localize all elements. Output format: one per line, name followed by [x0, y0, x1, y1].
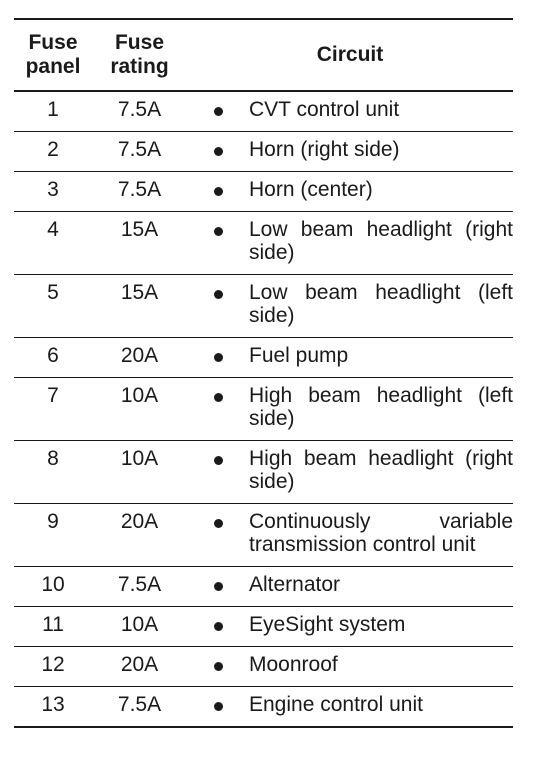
fuse-table-container: [14, 18, 513, 728]
table-row: [14, 378, 513, 441]
table-row: [14, 647, 513, 687]
table-row: [14, 132, 513, 172]
fuse-rating: 15A: [120, 218, 159, 241]
circuit-description: Horn (right side): [249, 138, 400, 161]
bullet-icon: [214, 393, 223, 402]
bullet-icon: [214, 456, 223, 465]
fuse-rating: 10A: [120, 384, 159, 407]
table-row: [14, 338, 513, 378]
circuit-description: Low beam headlight (right side): [249, 218, 514, 264]
bullet-icon: [214, 107, 223, 116]
circuit-description: Alternator: [249, 573, 341, 596]
fuse-panel-number: 5: [47, 281, 59, 304]
bullet-cell: [187, 607, 249, 647]
fuse-panel-number: 10: [41, 573, 65, 596]
circuit-description: High beam headlight (left side): [249, 384, 514, 430]
table-header-row: [14, 19, 513, 91]
fuse-panel-number: 7: [47, 384, 59, 407]
bullet-icon: [214, 227, 223, 236]
table-row: [14, 504, 513, 567]
circuit-description: Fuel pump: [249, 344, 349, 367]
fuse-rating: 7.5A: [117, 98, 162, 121]
fuse-panel-number: 1: [47, 98, 59, 121]
bullet-cell: [187, 378, 249, 441]
table-row: [14, 91, 513, 132]
table-row: [14, 567, 513, 607]
circuit-description: Horn (center): [249, 178, 373, 201]
bullet-cell: [187, 338, 249, 378]
bullet-cell: [187, 132, 249, 172]
circuit-description: High beam headlight (right side): [249, 447, 514, 493]
fuse-panel-number: 9: [47, 510, 59, 533]
bullet-cell: [187, 441, 249, 504]
fuse-panel-number: 11: [42, 613, 64, 636]
fuse-panel-number: 13: [41, 693, 65, 716]
bullet-icon: [214, 519, 223, 528]
header-fuse-rating: Fuse rating: [110, 31, 169, 78]
table-row: [14, 212, 513, 275]
circuit-description: Moonroof: [249, 653, 338, 676]
circuit-description: CVT control unit: [249, 98, 400, 121]
bullet-cell: [187, 687, 249, 728]
bullet-cell: [187, 212, 249, 275]
bullet-icon: [214, 353, 223, 362]
fuse-rating: 10A: [120, 447, 159, 470]
circuit-description: Engine control unit: [249, 693, 423, 716]
fuse-table: [14, 18, 513, 728]
table-row: [14, 441, 513, 504]
fuse-rating: 20A: [120, 510, 159, 533]
table-row: [14, 687, 513, 728]
header-fuse-panel: Fuse panel: [25, 31, 81, 78]
bullet-cell: [187, 504, 249, 567]
bullet-icon: [214, 622, 223, 631]
fuse-rating: 20A: [120, 653, 159, 676]
bullet-cell: [187, 172, 249, 212]
circuit-description: EyeSight system: [249, 613, 406, 636]
bullet-icon: [214, 662, 223, 671]
table-row: [14, 172, 513, 212]
circuit-description: Continuously variable transmission control unit: [249, 510, 514, 556]
bullet-cell: [187, 91, 249, 132]
fuse-rating: 7.5A: [117, 573, 162, 596]
bullet-icon: [214, 702, 223, 711]
fuse-panel-number: 3: [47, 178, 59, 201]
bullet-cell: [187, 275, 249, 338]
bullet-icon: [214, 582, 223, 591]
fuse-panel-number: 2: [47, 138, 59, 161]
fuse-rating: 7.5A: [117, 693, 162, 716]
fuse-rating: 15A: [120, 281, 159, 304]
fuse-rating: 7.5A: [117, 138, 162, 161]
fuse-panel-number: 4: [47, 218, 59, 241]
fuse-panel-number: 8: [47, 447, 59, 470]
bullet-icon: [214, 147, 223, 156]
table-row: [14, 275, 513, 338]
fuse-rating: 10A: [120, 613, 159, 636]
fuse-panel-number: 12: [41, 653, 65, 676]
bullet-icon: [214, 187, 223, 196]
fuse-rating: 7.5A: [117, 178, 162, 201]
bullet-cell: [187, 647, 249, 687]
table-row: [14, 607, 513, 647]
fuse-panel-number: 6: [47, 344, 59, 367]
header-circuit: Circuit: [316, 43, 384, 66]
fuse-rating: 20A: [120, 344, 159, 367]
bullet-cell: [187, 567, 249, 607]
bullet-icon: [214, 290, 223, 299]
circuit-description: Low beam headlight (left side): [249, 281, 514, 327]
